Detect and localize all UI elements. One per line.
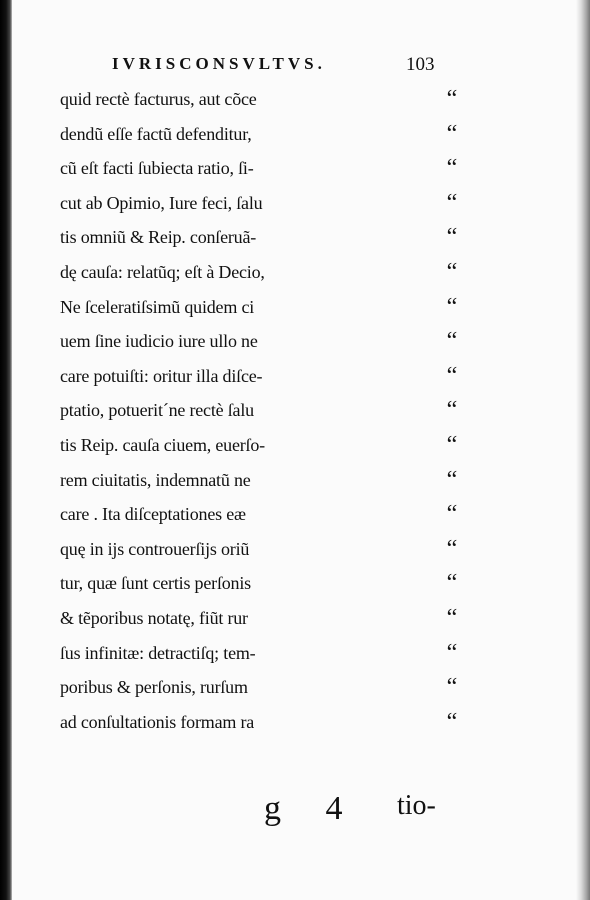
text-line: dę cauſa: relatũq; eſt à Decio, [60, 261, 265, 282]
text-line: uem ſine iudicio iure ullo ne [60, 331, 258, 352]
quote-mark: “ [446, 120, 458, 147]
text-line: & tẽporibus notatę, fiũt rur [60, 607, 248, 628]
text-line: cut ab Opimio, Iure feci, ſalu [60, 192, 263, 213]
text-line: quid rectè facturus, aut cõce [60, 89, 257, 109]
quotation-margin [437, 82, 467, 739]
quote-mark: “ [446, 362, 458, 389]
body-text [60, 82, 440, 739]
text-line: tis omniũ & Reip. conſeruã- [60, 227, 257, 248]
text-line: care potuiſti: oritur illa diſce- [60, 365, 263, 386]
text-line: poribus & perſonis, rurſum [60, 677, 248, 698]
signature-mark: g 4 [264, 790, 361, 827]
quote-mark: “ [446, 328, 458, 355]
quote-mark: “ [446, 639, 458, 666]
text-line: care . Ita diſceptationes eæ [60, 504, 246, 525]
text-line: tis Reip. cauſa ciuem, euerſo- [60, 434, 265, 455]
text-line: cũ eſt facti ſubiecta ratio, ſi- [60, 158, 254, 179]
text-line: tur, quæ ſunt certis perſonis [60, 573, 251, 594]
binding-edge [0, 0, 12, 900]
quote-mark: “ [446, 570, 458, 597]
quote-mark: “ [446, 431, 458, 458]
text-line: rem ciuitatis, indemnatũ ne [60, 469, 251, 490]
quote-mark: “ [446, 293, 458, 320]
quote-mark: “ [446, 86, 458, 112]
quote-mark: “ [446, 674, 458, 701]
quote-mark: “ [446, 466, 458, 493]
page-edge [576, 0, 590, 900]
quote-mark: “ [446, 501, 458, 528]
quote-mark: “ [446, 189, 458, 216]
text-line: Ne ſceleratiſsimũ quidem ci [60, 296, 255, 317]
catchword: tio- [397, 790, 436, 821]
quote-mark: “ [446, 604, 458, 631]
quote-mark: “ [446, 708, 458, 735]
quote-mark: “ [446, 535, 458, 562]
page-number: 103 [406, 54, 435, 75]
text-line: ptatio, potuerit´ne rectè ſalu [60, 400, 254, 421]
text-line: ſus infinitæ: detractiſq; tem- [60, 642, 256, 663]
text-line: quę in ijs controuerſijs oriũ [60, 538, 250, 559]
text-line: dendũ eſſe factũ defenditur, [60, 123, 252, 144]
quote-mark: “ [446, 155, 458, 182]
running-head: IVRISCONSVLTVS. [112, 54, 326, 73]
quote-mark: “ [446, 258, 458, 285]
quote-mark: “ [446, 224, 458, 251]
quote-mark: “ [446, 397, 458, 424]
text-line: ad conſultationis formam ra [60, 711, 255, 732]
